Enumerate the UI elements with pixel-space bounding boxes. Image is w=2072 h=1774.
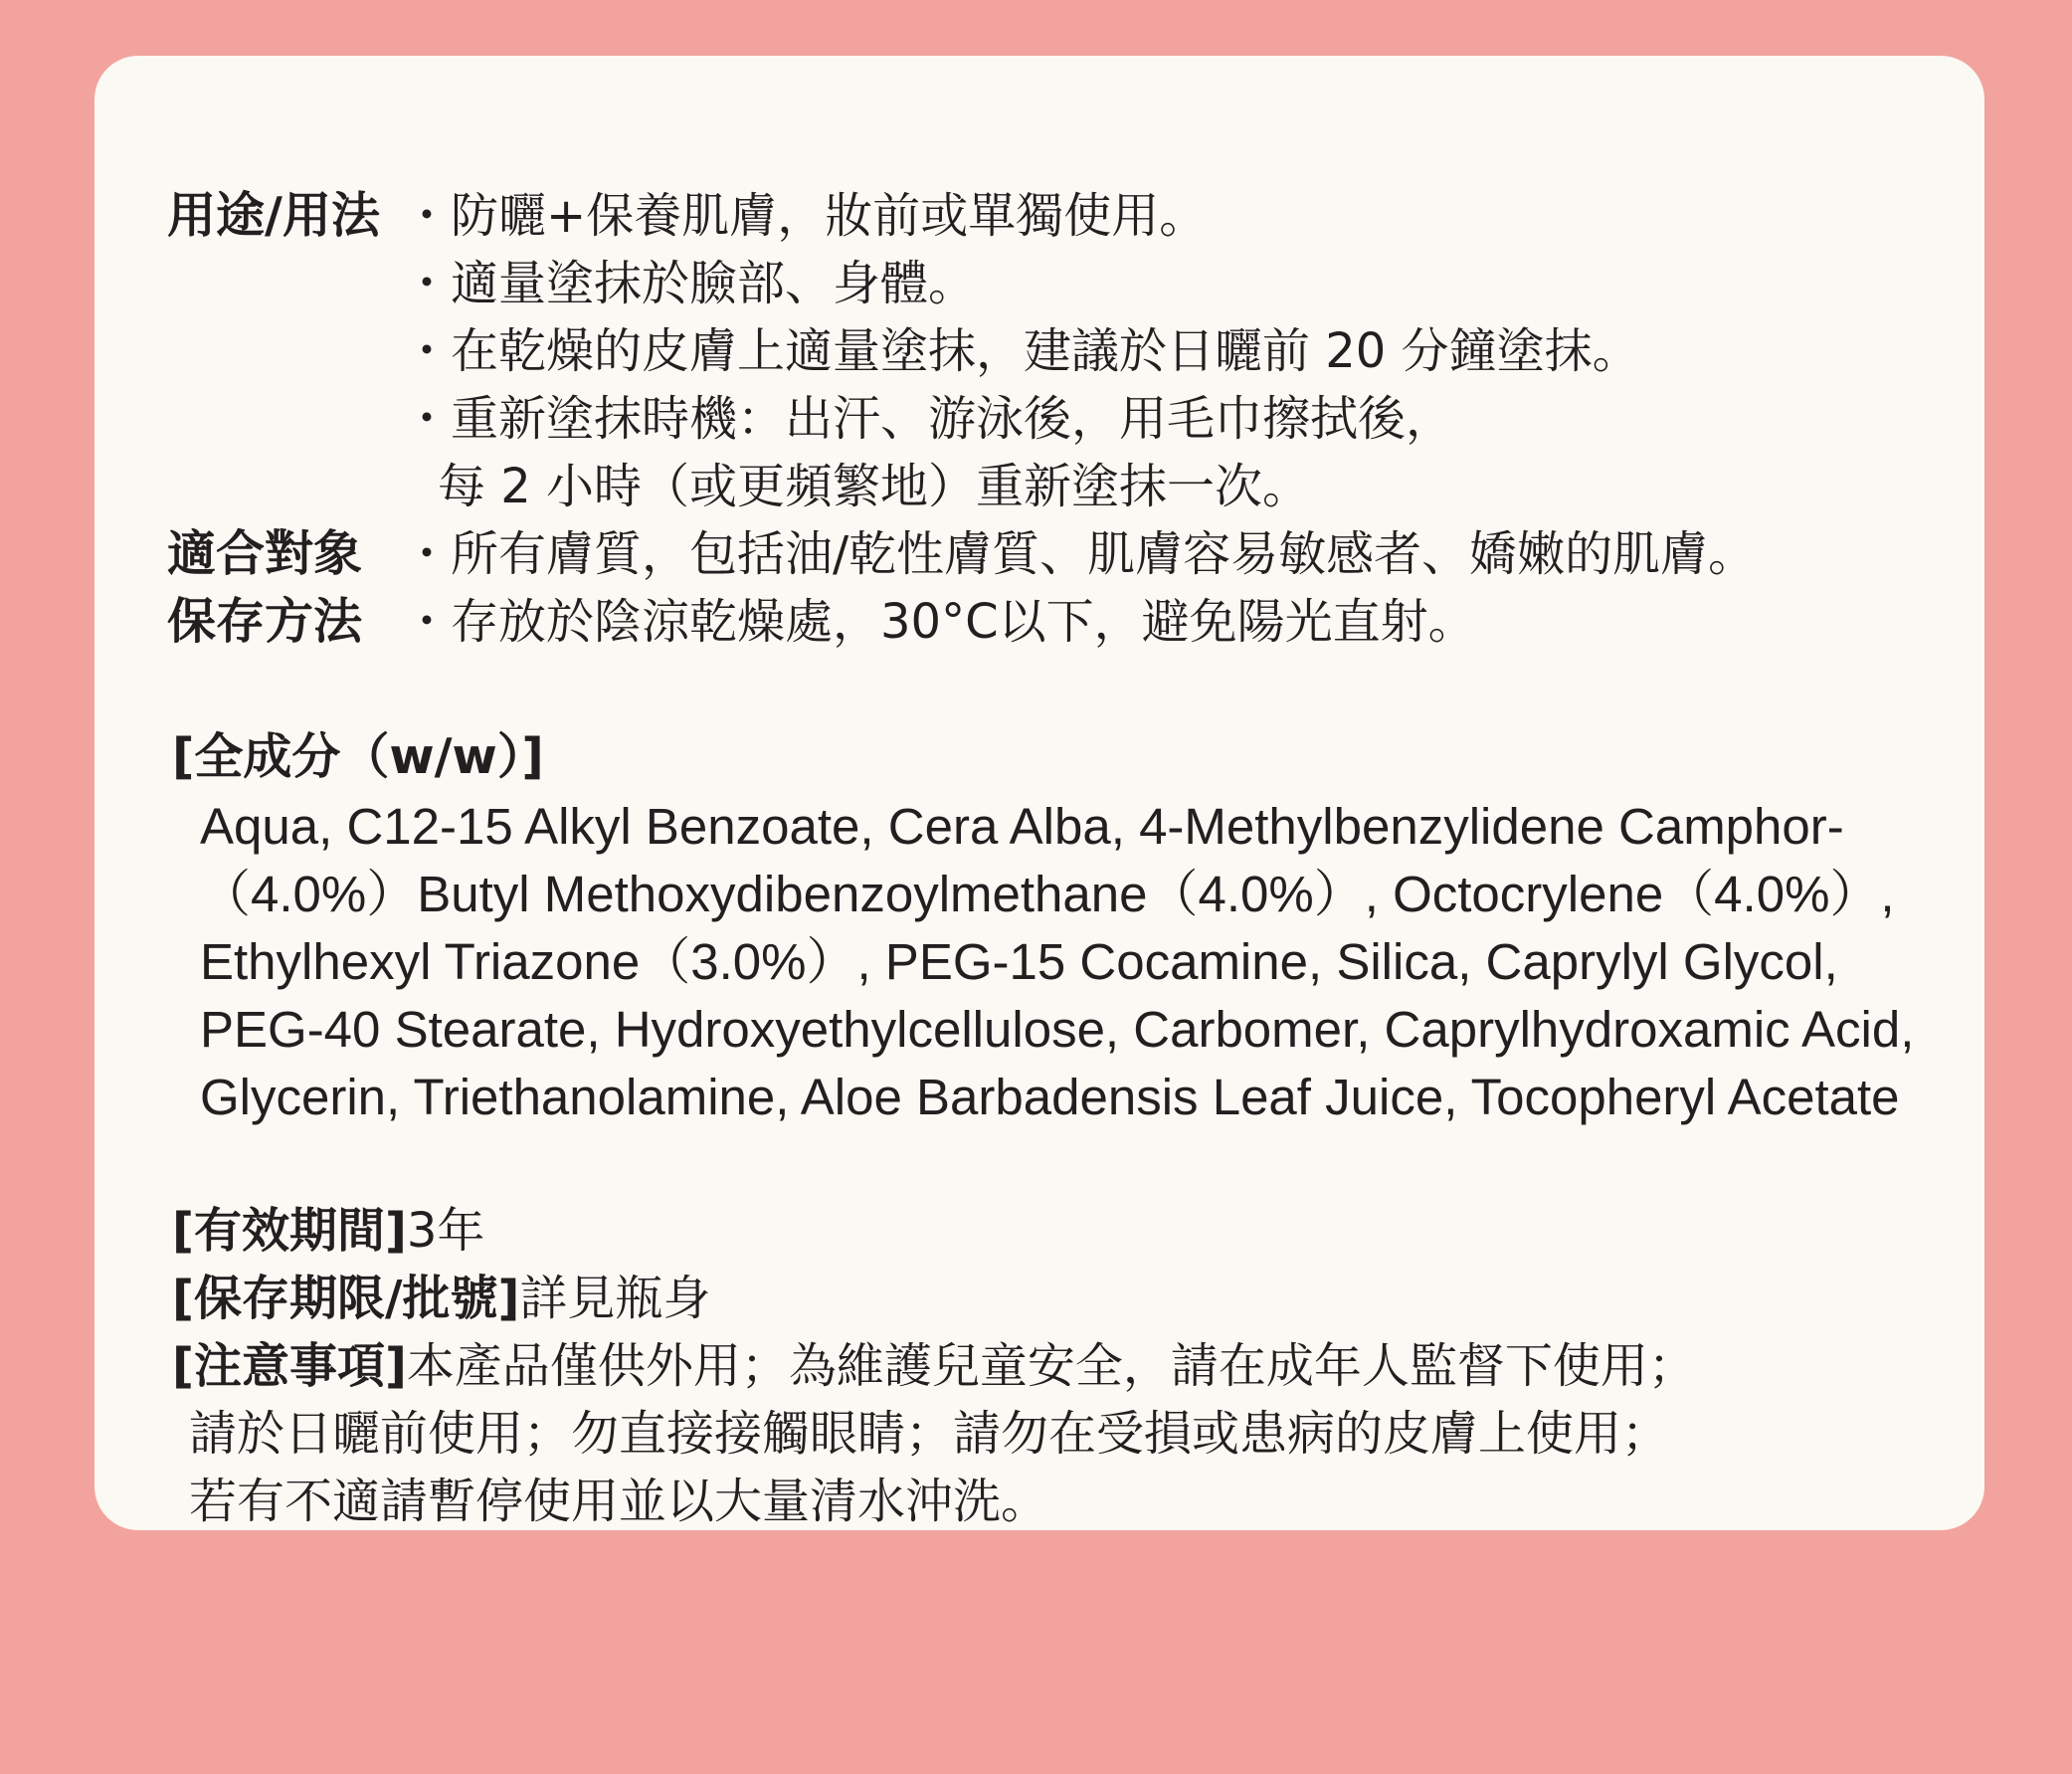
usage-bullet-3: ・在乾燥的皮膚上適量塗抹，建議於日曬前 20 分鐘塗抹。 xyxy=(403,323,1640,379)
usage-bullet-1: ・防曬+保養肌膚，妝前或單獨使用。 xyxy=(403,188,1208,244)
caution-label: [注意事項] xyxy=(172,1338,407,1394)
batch-row xyxy=(172,1266,710,1331)
storage-text: ・存放於陰涼乾燥處，30°C以下，避免陽光直射。 xyxy=(403,594,1476,650)
batch-value: 詳見瓶身 xyxy=(519,1271,711,1326)
usage-continuation: 每 2 小時（或更頻繁地）重新塗抹一次。 xyxy=(438,459,1311,514)
ingredients-line-4: PEG-40 Stearate, Hydroxyethylcellulose, Carbomer, Caprylhydroxamic Acid, xyxy=(200,1001,1915,1058)
usage-label: 用途/用法 xyxy=(167,187,380,244)
caution-continuation-1: 請於日曬前使用；勿直接接觸眼睛；請勿在受損或患病的皮膚上使用； xyxy=(189,1406,1670,1462)
caution-row xyxy=(172,1333,1696,1399)
target-label: 適合對象 xyxy=(167,525,363,582)
caution-continuation-2: 若有不適請暫停使用並以大量清水沖洗。 xyxy=(189,1474,1049,1529)
validity-value: 3年 xyxy=(406,1203,485,1259)
ingredients-line-2: （4.0%）Butyl Methoxydibenzoylmethane（4.0%）, Octocrylene（4.0%）, xyxy=(200,866,1895,922)
batch-label: [保存期限/批號] xyxy=(172,1271,520,1326)
validity-row xyxy=(172,1198,484,1264)
product-info-card xyxy=(94,56,1984,1530)
caution-value: 本產品僅供外用；為維護兒童安全，請在成年人監督下使用； xyxy=(406,1338,1696,1394)
target-text: ・所有膚質，包括油/乾性膚質、肌膚容易敏感者、嬌嫩的肌膚。 xyxy=(403,526,1757,582)
ingredients-line-3: Ethylhexyl Triazone（3.0%）, PEG-15 Cocamine, Silica, Caprylyl Glycol, xyxy=(200,933,1838,990)
usage-bullet-4: ・重新塗抹時機：出汗、游泳後，用毛巾擦拭後， xyxy=(403,391,1454,447)
validity-label: [有效期間] xyxy=(172,1203,407,1259)
ingredients-line-5: Glycerin, Triethanolamine, Aloe Barbadensis Leaf Juice, Tocopheryl Acetate xyxy=(200,1069,1900,1125)
ingredients-title: [全成分（w/w）] xyxy=(172,728,544,785)
storage-label: 保存方法 xyxy=(167,593,363,650)
ingredients-line-1: Aqua, C12-15 Alkyl Benzoate, Cera Alba, 4-Methylbenzylidene Camphor- xyxy=(200,798,1844,855)
usage-bullet-2: ・適量塗抹於臉部、身體。 xyxy=(403,256,977,311)
